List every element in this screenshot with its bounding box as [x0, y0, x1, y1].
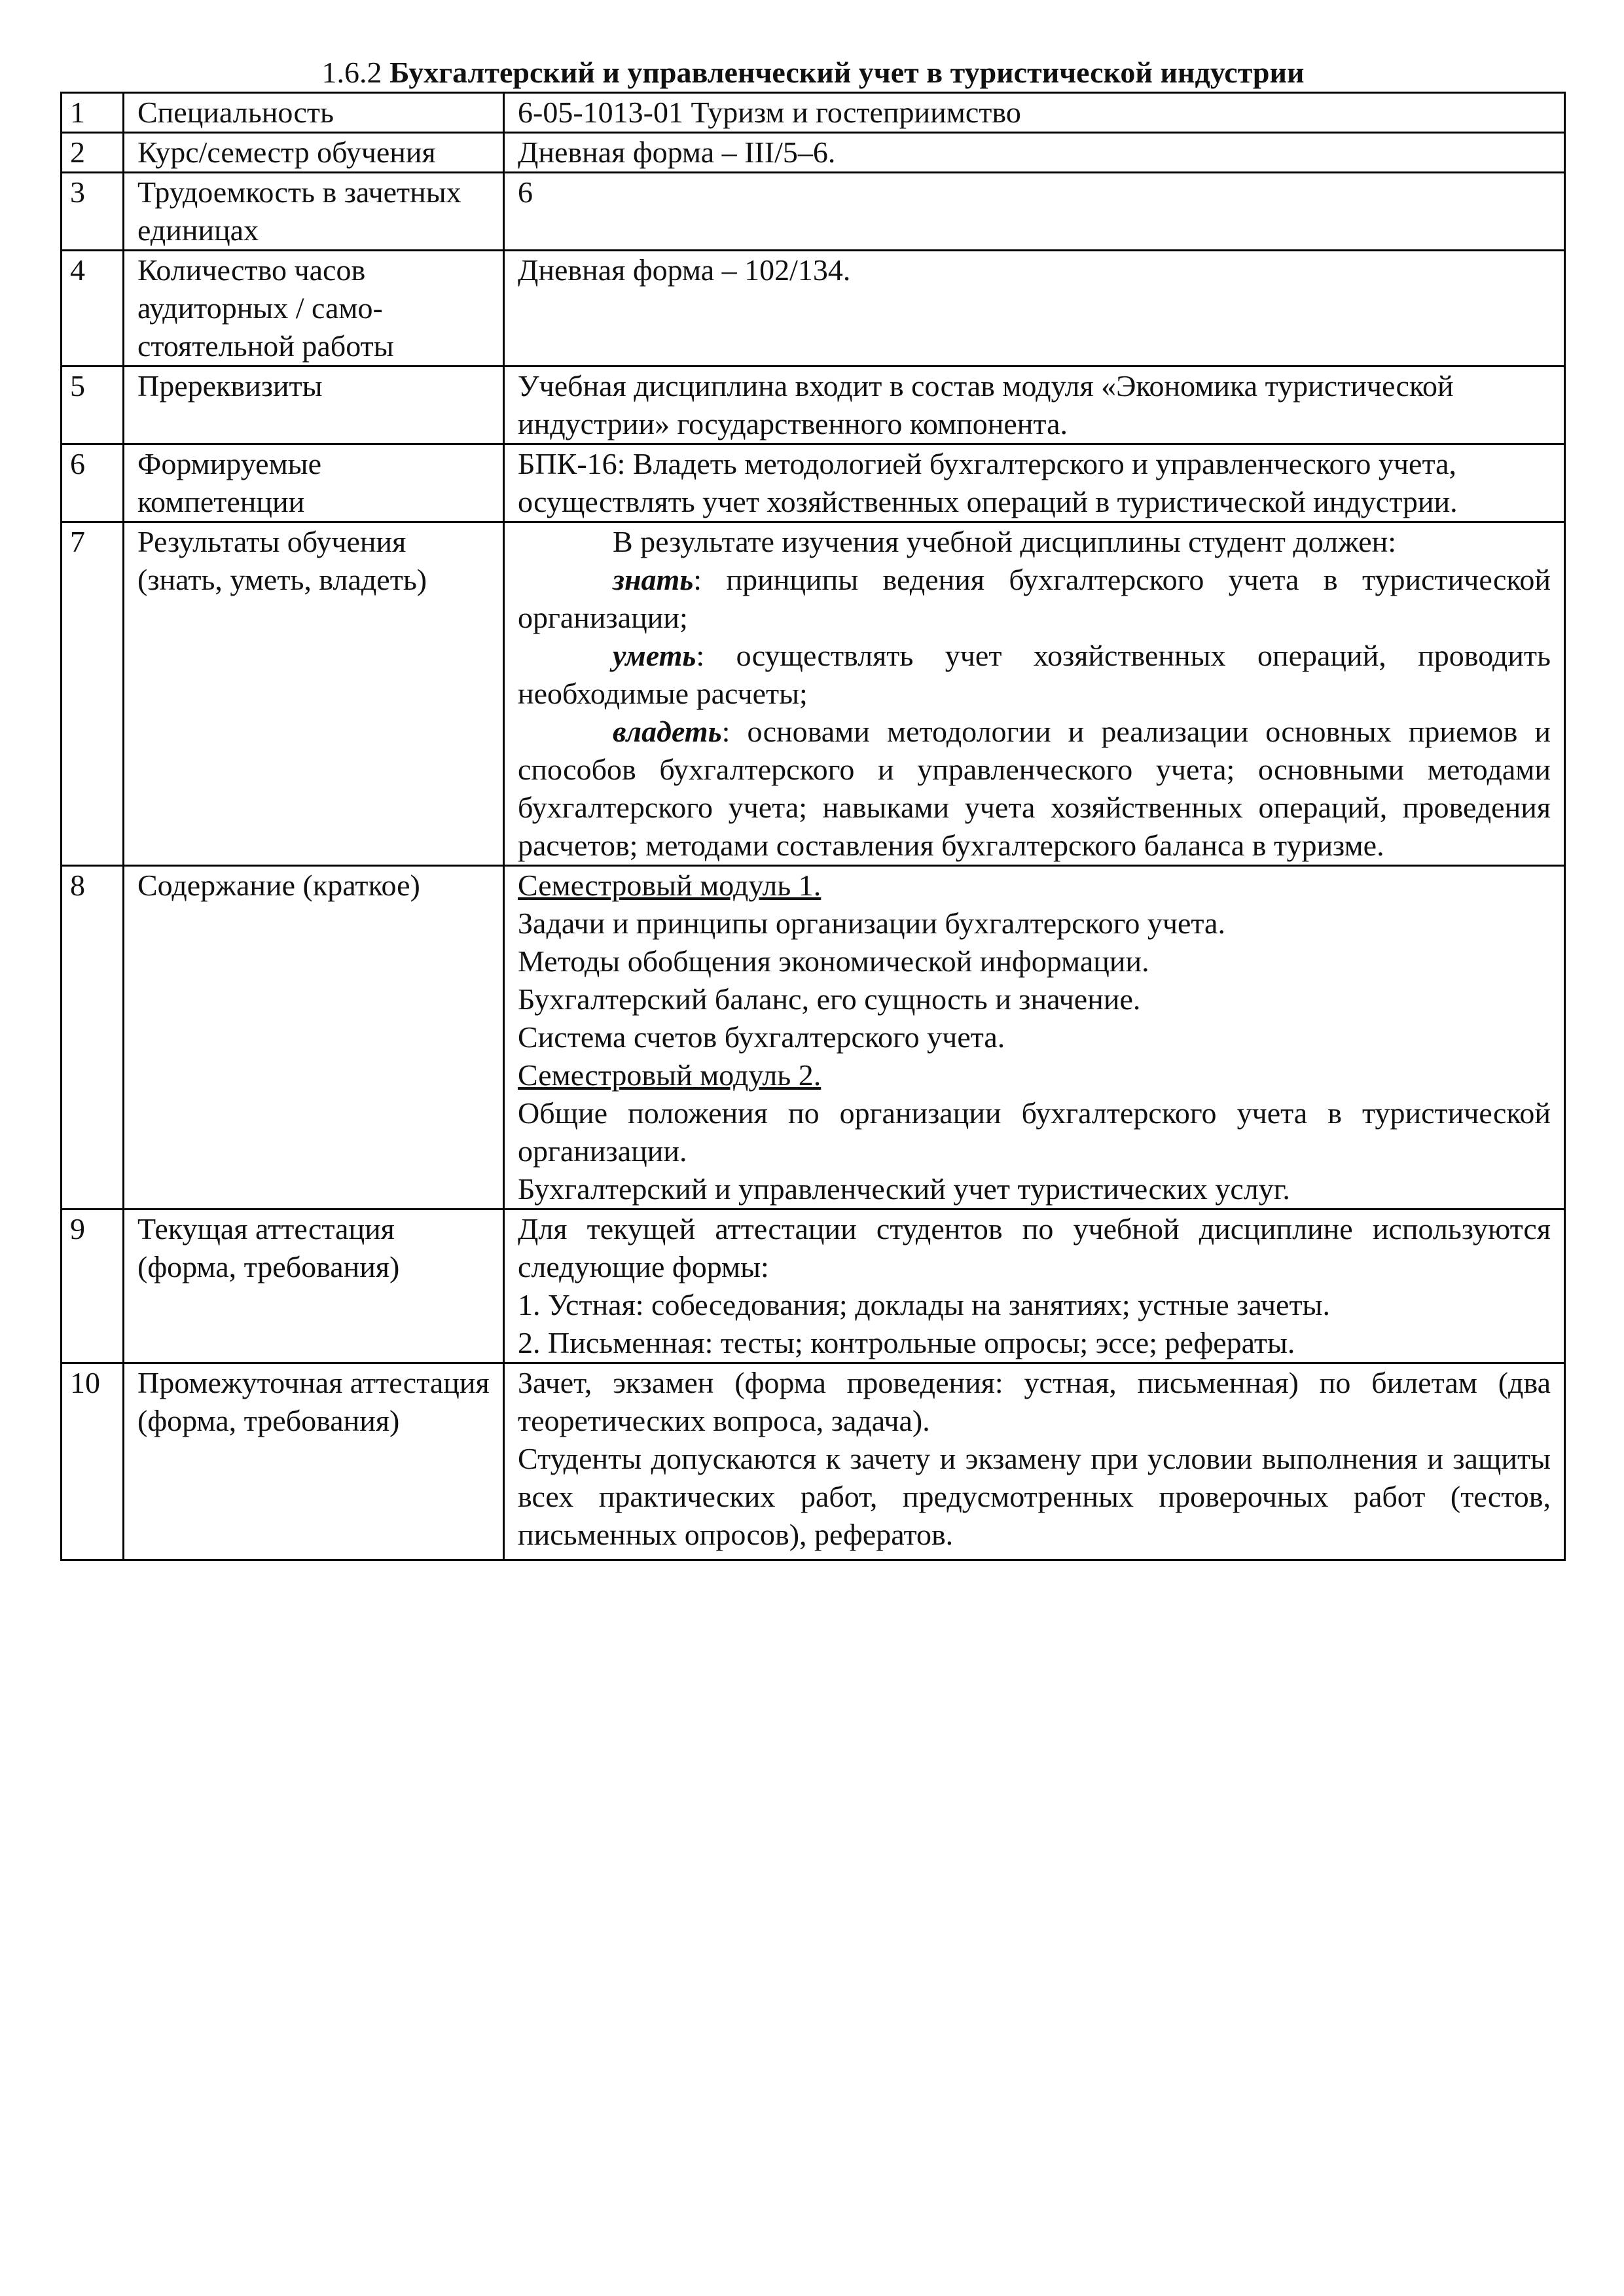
- module-heading: Семестровый модуль 1.: [518, 869, 821, 902]
- row-value: 6-05-1013-01 Туризм и гостеприимство: [504, 93, 1565, 133]
- row-number: 9: [62, 1210, 124, 1363]
- module-topic: Общие положения по организации бухгалтерского учета в туристической организации.: [518, 1096, 1551, 1168]
- table-row: [62, 133, 1565, 173]
- outcome-keyword: уметь: [613, 639, 696, 672]
- module-topic: Методы обобщения экономической информации.: [518, 944, 1149, 978]
- outcomes-intro: В результате изучения учебной дисциплины студент должен:: [613, 525, 1397, 558]
- module-topic: Система счетов бухгалтерского учета.: [518, 1020, 1005, 1054]
- module-topic: Бухгалтерский и управленческий учет туристических услуг.: [518, 1172, 1290, 1206]
- assessment-intro: Для текущей аттестации студентов по учебной дисциплине используются следующие формы:: [518, 1212, 1551, 1283]
- row-number: 4: [62, 251, 124, 367]
- outcome-text: : основами методологии и реализации основных приемов и способов бухгалтерского и управленческого учета; основными методами бухгалтерского учета; навыками учета хозяйственных операций, проведения расчетов; методами составления бухгалтерского баланса в туризме.: [518, 715, 1551, 862]
- row-label: Формируемые компетенции: [124, 444, 504, 522]
- row-label: Специальность: [124, 93, 504, 133]
- row-number: 5: [62, 367, 124, 444]
- table-row: [62, 1210, 1565, 1363]
- outcome-text: : осуществлять учет хозяйственных операций, проводить необходимые расчеты;: [518, 639, 1551, 710]
- row-number: 2: [62, 133, 124, 173]
- outcome-know: [518, 561, 1551, 637]
- interim-assessment: [504, 1363, 1565, 1560]
- row-label: Промежуточная аттестация (форма, требования): [124, 1363, 504, 1560]
- assessment-form: 2. Письменная: тесты; контрольные опросы; эссе; рефераты.: [518, 1326, 1295, 1359]
- row-number: 8: [62, 866, 124, 1210]
- outcome-keyword: знать: [613, 563, 694, 596]
- table-row: [62, 444, 1565, 522]
- outcome-text: : принципы ведения бухгалтерского учета в туристической организации;: [518, 563, 1551, 634]
- row-number: 1: [62, 93, 124, 133]
- section-title: [60, 54, 1566, 92]
- table-row: [62, 367, 1565, 444]
- table-row: [62, 1363, 1565, 1560]
- row-number: 7: [62, 522, 124, 866]
- row-value: 6: [504, 173, 1565, 251]
- module-heading: Семестровый модуль 2.: [518, 1058, 821, 1092]
- table-row: [62, 522, 1565, 866]
- row-label: Результаты обучения (знать, уметь, владеть): [124, 522, 504, 866]
- assessment-form: 1. Устная: собеседования; доклады на занятиях; устные зачеты.: [518, 1288, 1330, 1321]
- table-row: [62, 173, 1565, 251]
- interim-paragraph: Студенты допускаются к зачету и экзамену при условии выполнения и защиты всех практических работ, предусмотренных проверочных работ (тестов, письменных опросов), рефератов.: [518, 1442, 1551, 1551]
- module-topic: Бухгалтерский баланс, его сущность и значение.: [518, 982, 1141, 1016]
- table-row: [62, 93, 1565, 133]
- row-number: 6: [62, 444, 124, 522]
- row-label: Количество часов аудиторных / само-стоятельной работы: [124, 251, 504, 367]
- learning-outcomes: [504, 522, 1565, 866]
- row-number: 10: [62, 1363, 124, 1560]
- outcome-master: [518, 713, 1551, 865]
- row-label: Текущая аттестация (форма, требования): [124, 1210, 504, 1363]
- outcome-can: [518, 637, 1551, 713]
- row-label: Курс/семестр обучения: [124, 133, 504, 173]
- section-heading: Бухгалтерский и управленческий учет в туристической индустрии: [389, 56, 1305, 89]
- row-label: Содержание (краткое): [124, 866, 504, 1210]
- syllabus-table: [60, 92, 1566, 1561]
- row-label: Трудоемкость в зачетных единицах: [124, 173, 504, 251]
- row-value: Дневная форма – III/5–6.: [504, 133, 1565, 173]
- row-value: Учебная дисциплина входит в состав модуля «Экономика туристической индустрии» государственного компонента.: [504, 367, 1565, 444]
- module-topic: Задачи и принципы организации бухгалтерского учета.: [518, 906, 1225, 940]
- row-label: Пререквизиты: [124, 367, 504, 444]
- table-row: [62, 866, 1565, 1210]
- outcome-keyword: владеть: [613, 715, 722, 748]
- interim-paragraph: Зачет, экзамен (форма проведения: устная, письменная) по билетам (два теоретических вопроса, задача).: [518, 1366, 1551, 1437]
- row-value: Дневная форма – 102/134.: [504, 251, 1565, 367]
- current-assessment: [504, 1210, 1565, 1363]
- course-content: [504, 866, 1565, 1210]
- row-number: 3: [62, 173, 124, 251]
- section-number: 1.6.2: [321, 56, 382, 89]
- row-value: БПК-16: Владеть методологией бухгалтерского и управленческого учета, осуществлять учет хозяйственных операций в туристической индустрии.: [504, 444, 1565, 522]
- table-row: [62, 251, 1565, 367]
